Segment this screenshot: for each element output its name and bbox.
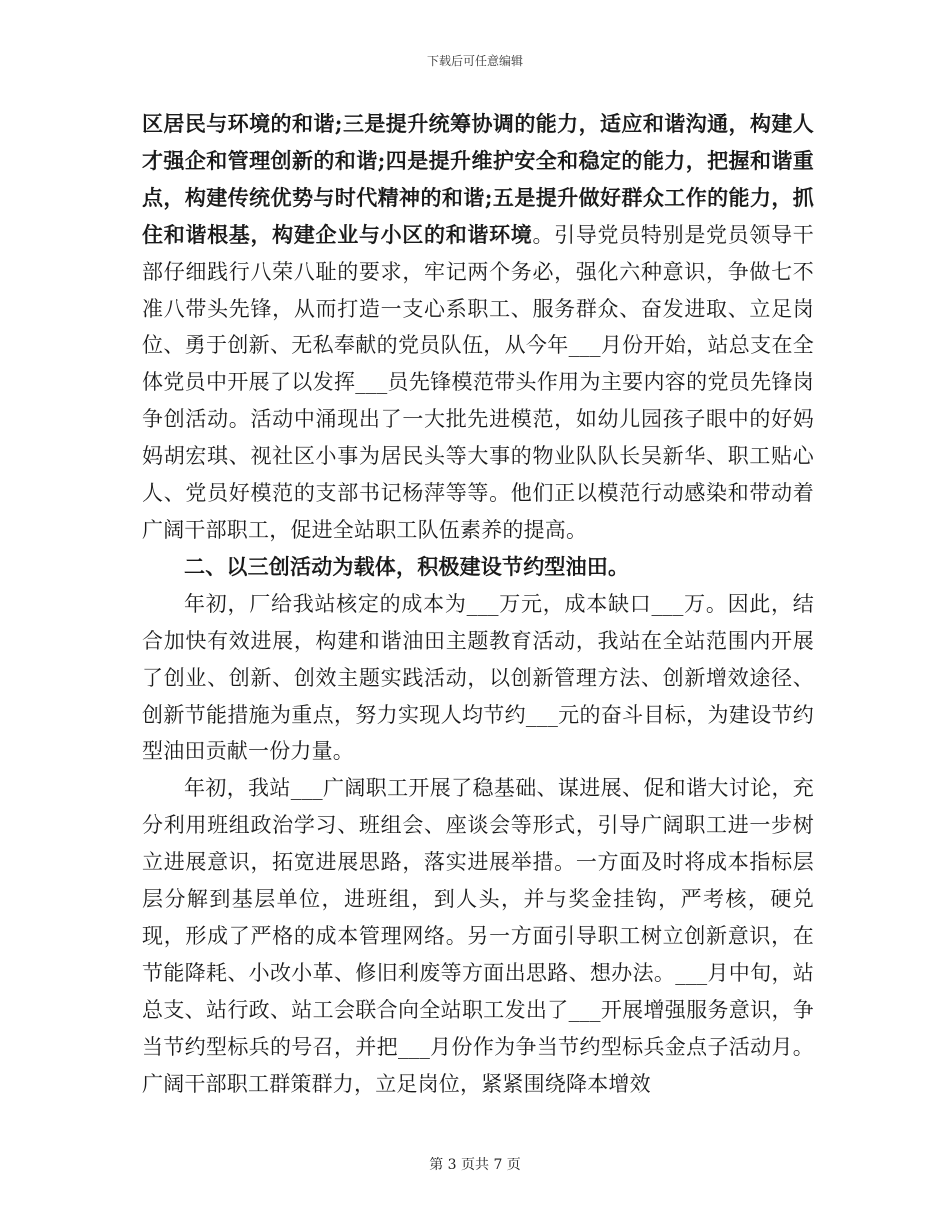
paragraph-1-text: 。引导党员特别是党员领导干部仔细践行八荣八耻的要求，牢记两个务必，强化六种意识，争做七不准八带头先锋，从而打造一支心系职工、服务群众、奋发进取、立足岗位、勇于创新、无私奉献的党员队伍，从今年___月份开始，站总支在全体党员中开展了以发挥___员先锋模范带头作用为主要内容的党员先锋岗争创活动。活动中涌现出了一大批先进模范，如幼儿园孩子眼中的好妈妈胡宏琪、视社区小事为居民头等大事的物业队队长吴新华、职工贴心人、党员好模范的支部书记杨萍等等。他们正以模范行动感染和带动着广阔干部职工，促进全站职工队伍素养的提高。 xyxy=(142,222,814,542)
document-body xyxy=(142,106,814,1102)
paragraph-2: 年初，厂给我站核定的成本为___万元，成本缺口___万。因此，结合加快有效进展，构建和谐油田主题教育活动，我站在全站范围内开展了创业、创新、创效主题实践活动，以创新管理方法、创新增效途径、创新节能措施为重点，努力实现人均节约___元的奋斗目标，为建设节约型油田贡献一份力量。 xyxy=(142,591,814,764)
paragraph-1-bold-text: 区居民与环境的和谐;三是提升统筹协调的能力，适应和谐沟通，构建人才强企和管理创新的和谐;四是提升维护安全和稳定的能力，把握和谐重点，构建传统优势与时代精神的和谐;五是提升做好群众工作的能力，抓住和谐根基，构建企业与小区的和谐环境 xyxy=(142,111,814,247)
paragraph-3: 年初，我站___广阔职工开展了稳基础、谋进展、促和谐大讨论，充分利用班组政治学习、班组会、座谈会等形式，引导广阔职工进一步树立进展意识，拓宽进展思路，落实进展举措。一方面及时将成本指标层层分解到基层单位，进班组，到人头，并与奖金挂钩，严考核，硬兑现，形成了严格的成本管理网络。另一方面引导职工树立创新意识，在节能降耗、小改小革、修旧利废等方面出思路、想办法。___月中旬，站总支、站行政、站工会联合向全站职工发出了___开展增强服务意识，争当节约型标兵的号召，并把___月份作为争当节约型标兵金点子活动月。广阔干部职工群策群力，立足岗位，紧紧围绕降本增效 xyxy=(142,776,814,1096)
header-note: 下载后可任意编辑 xyxy=(426,54,523,68)
section-heading-2: 二、以三创活动为载体，积极建设节约型油田。 xyxy=(184,553,630,579)
paragraph-1 xyxy=(142,106,814,549)
page-number: 第 3 页共 7 页 xyxy=(429,1157,521,1173)
